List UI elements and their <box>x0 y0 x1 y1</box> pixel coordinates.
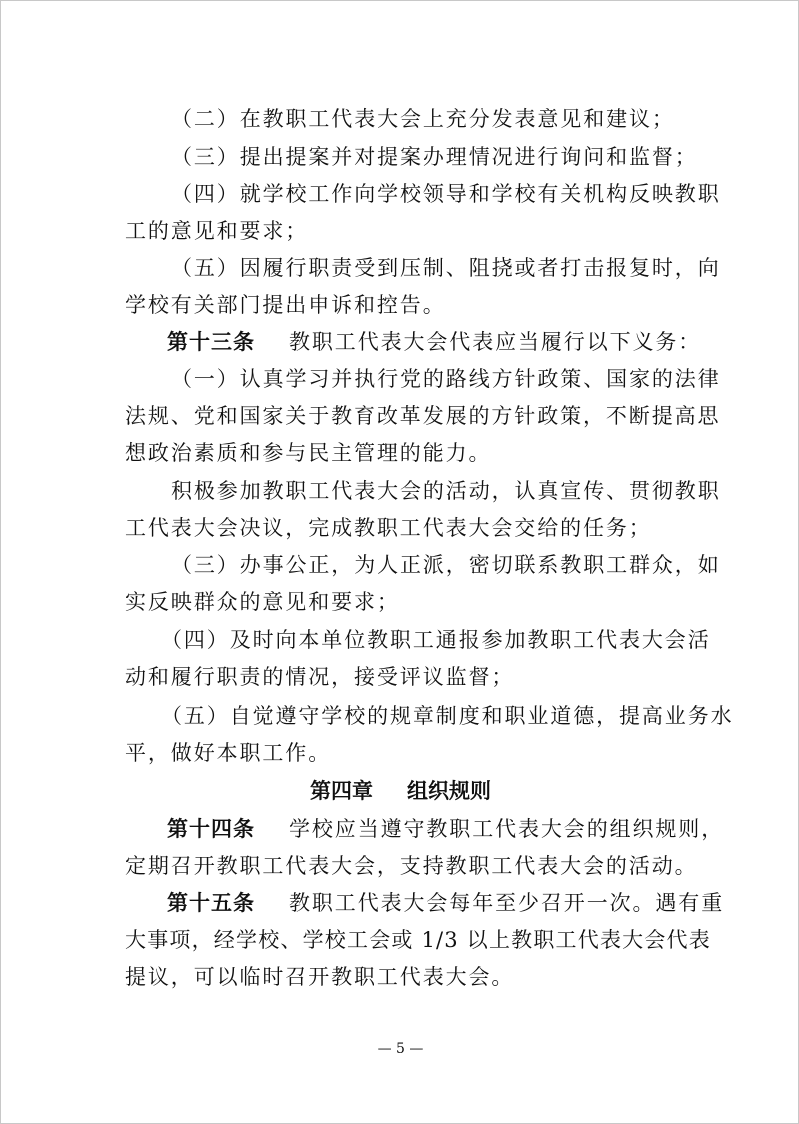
article-15-line <box>167 888 724 918</box>
paragraph-line: 大事项，经学校、学校工会或 1/3 以上教职工代表大会代表 <box>125 928 711 952</box>
paragraph-line: 工的意见和要求； <box>125 219 309 243</box>
paragraph-line: （五）自觉遵守学校的规章制度和职业道德，提高业务水 <box>161 704 734 728</box>
paragraph-line: （二）在教职工代表大会上充分发表意见和建议； <box>171 107 675 131</box>
article-13-line <box>167 327 701 357</box>
chapter-title: 组织规则 <box>407 779 491 803</box>
article-14-label: 第十四条 <box>167 817 255 841</box>
article-14-line <box>167 814 724 844</box>
article-15-text: 教职工代表大会每年至少召开一次。遇有重 <box>289 891 725 915</box>
paragraph-line: 想政治素质和参与民主管理的能力。 <box>125 441 492 465</box>
article-13-text: 教职工代表大会代表应当履行以下义务： <box>289 330 702 354</box>
paragraph-line: （一）认真学习并执行党的路线方针政策、国家的法律 <box>171 367 721 391</box>
paragraph-line: （四）及时向本单位教职工通报参加教职工代表大会活 <box>161 628 711 652</box>
paragraph-line: 平，做好本职工作。 <box>125 741 332 765</box>
paragraph-line: （三）提出提案并对提案办理情况进行询问和监督； <box>171 145 698 169</box>
page-number: — 5 — <box>377 1041 424 1057</box>
paragraph-line: （五）因履行职责受到压制、阻挠或者打击报复时，向 <box>171 256 721 280</box>
paragraph-line: 法规、党和国家关于教育改革发展的方针政策，不断提高思 <box>125 404 721 428</box>
chapter-number: 第四章 <box>310 779 373 803</box>
paragraph-line: 定期召开教职工代表大会，支持教职工代表大会的活动。 <box>125 854 698 878</box>
paragraph-line: 积极参加教职工代表大会的活动，认真宣传、贯彻教职 <box>171 479 721 503</box>
paragraph-line: 动和履行职责的情况，接受评议监督； <box>125 665 515 689</box>
paragraph-line: （四）就学校工作向学校领导和学校有关机构反映教职 <box>171 182 721 206</box>
paragraph-line: （三）办事公正，为人正派，密切联系教职工群众，如 <box>171 553 721 577</box>
article-15-label: 第十五条 <box>167 891 255 915</box>
article-13-label: 第十三条 <box>167 330 255 354</box>
chapter-heading <box>1 776 799 806</box>
paragraph-line: 工代表大会决议，完成教职工代表大会交给的任务； <box>125 516 652 540</box>
article-14-text: 学校应当遵守教职工代表大会的组织规则， <box>289 817 725 841</box>
paragraph-line: 实反映群众的意见和要求； <box>125 590 400 614</box>
paragraph-line: 提议，可以临时召开教职工代表大会。 <box>125 965 515 989</box>
paragraph-line: 学校有关部门提出申诉和控告。 <box>125 293 446 317</box>
